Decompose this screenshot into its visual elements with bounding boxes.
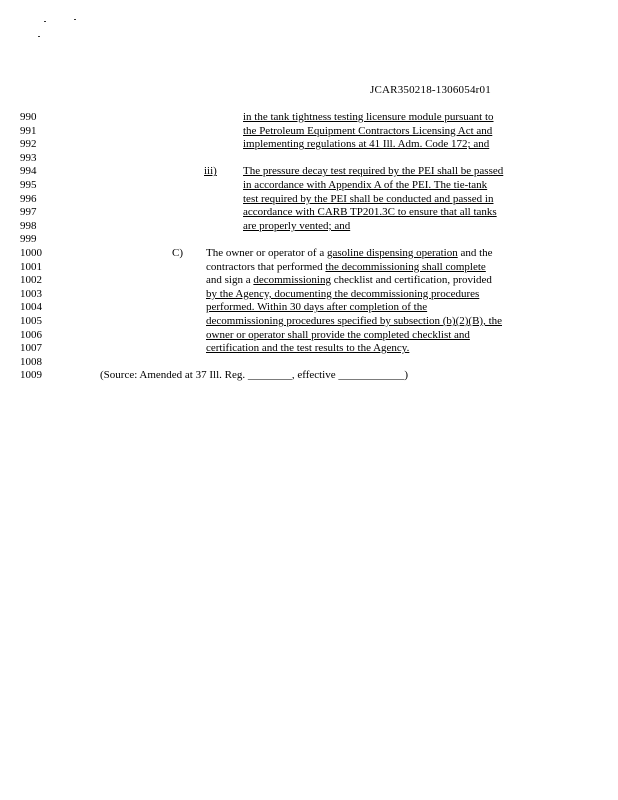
document-id: JCAR350218-1306054r01	[370, 84, 491, 96]
line-text	[206, 273, 492, 287]
line-number: 997	[20, 206, 37, 219]
document-line	[0, 137, 618, 151]
line-number: 1007	[20, 342, 42, 355]
plain-text: contractors that performed	[206, 260, 326, 273]
line-text	[206, 246, 493, 260]
document-line	[0, 232, 618, 246]
plain-text: The owner or operator of a	[206, 247, 327, 259]
line-text	[243, 110, 494, 124]
line-text	[243, 192, 494, 206]
document-line	[0, 219, 618, 233]
document-line	[0, 164, 618, 178]
line-number: 999	[20, 233, 37, 246]
line-number: 1006	[20, 328, 42, 341]
line-number: 1005	[20, 315, 42, 327]
line-text	[243, 219, 350, 233]
document-line	[0, 368, 618, 382]
plain-text: and the	[457, 247, 493, 259]
scan-specks	[30, 14, 90, 44]
document-line	[0, 260, 618, 274]
underlined-text: owner or operator shall provide the completed checklist and	[206, 328, 470, 341]
underlined-text: performed. Within 30 days after completion of the	[206, 301, 428, 314]
underlined-text: implementing regulations at 41 Ill. Adm. Code 172; and	[243, 138, 490, 151]
document-line	[0, 328, 618, 342]
line-number: 991	[20, 124, 37, 137]
underlined-text: in the tank tightness testing licensure module pursuant to	[243, 111, 494, 123]
line-number: 992	[20, 138, 37, 151]
list-marker: C)	[172, 247, 183, 259]
line-number: 994	[20, 165, 37, 178]
document-line	[0, 192, 618, 206]
line-number: 1009	[20, 369, 42, 382]
document-line	[0, 110, 618, 124]
underlined-text: the decommissioning shall complete	[325, 260, 486, 273]
document-line	[0, 355, 618, 369]
plain-text: checklist and certification, provided	[330, 274, 492, 287]
document-line	[0, 314, 618, 328]
underlined-text: decommissioning	[253, 274, 331, 287]
line-text	[206, 300, 427, 314]
underlined-text: gasoline dispensing operation	[326, 247, 458, 259]
underlined-text: are properly vented; and	[243, 219, 351, 232]
document-line	[0, 246, 618, 260]
document-line	[0, 151, 618, 165]
line-number: 1003	[20, 287, 42, 300]
line-text	[243, 178, 487, 192]
underlined-text: The pressure decay test required by the PEI shall be passed	[243, 165, 504, 178]
line-text	[206, 260, 486, 274]
line-number: 996	[20, 192, 37, 205]
line-number: 990	[20, 111, 37, 123]
document-line	[0, 341, 618, 355]
line-text	[206, 341, 409, 355]
line-text	[206, 287, 479, 301]
list-marker: iii)	[204, 165, 217, 178]
line-number: 993	[20, 151, 37, 164]
line-text	[243, 137, 489, 151]
document-line	[0, 205, 618, 219]
line-text	[243, 164, 503, 178]
line-text	[206, 328, 470, 342]
line-number: 995	[20, 179, 37, 191]
document-line	[0, 287, 618, 301]
line-number: 1000	[20, 247, 42, 259]
line-text	[243, 205, 497, 219]
underlined-text: decommissioning procedures specified by subsection (b)(2)(B), the	[206, 315, 503, 327]
plain-text: (Source: Amended at 37 Ill. Reg. ________, effective ____________)	[100, 369, 409, 382]
underlined-text: accordance with CARB TP201.3C to ensure that all tanks	[243, 206, 497, 219]
underlined-text: test required by the PEI shall be conducted and passed in	[243, 192, 494, 205]
underlined-text: in accordance with Appendix A of the PEI. The tie-tank	[243, 179, 488, 191]
document-line	[0, 124, 618, 138]
line-number: 1001	[20, 260, 42, 273]
line-number: 1008	[20, 355, 42, 368]
underlined-text: the Petroleum Equipment Contractors Licensing Act and	[243, 124, 493, 137]
plain-text: and sign a	[206, 274, 254, 287]
document-line	[0, 178, 618, 192]
line-text	[100, 368, 408, 382]
document-line	[0, 300, 618, 314]
document-line	[0, 273, 618, 287]
line-text	[206, 314, 502, 328]
line-number: 998	[20, 219, 37, 232]
line-number: 1002	[20, 274, 42, 287]
underlined-text: certification and the test results to the Agency.	[206, 342, 410, 355]
line-text	[243, 124, 492, 138]
line-number: 1004	[20, 301, 42, 314]
underlined-text: by the Agency, documenting the decommissioning procedures	[206, 287, 480, 300]
